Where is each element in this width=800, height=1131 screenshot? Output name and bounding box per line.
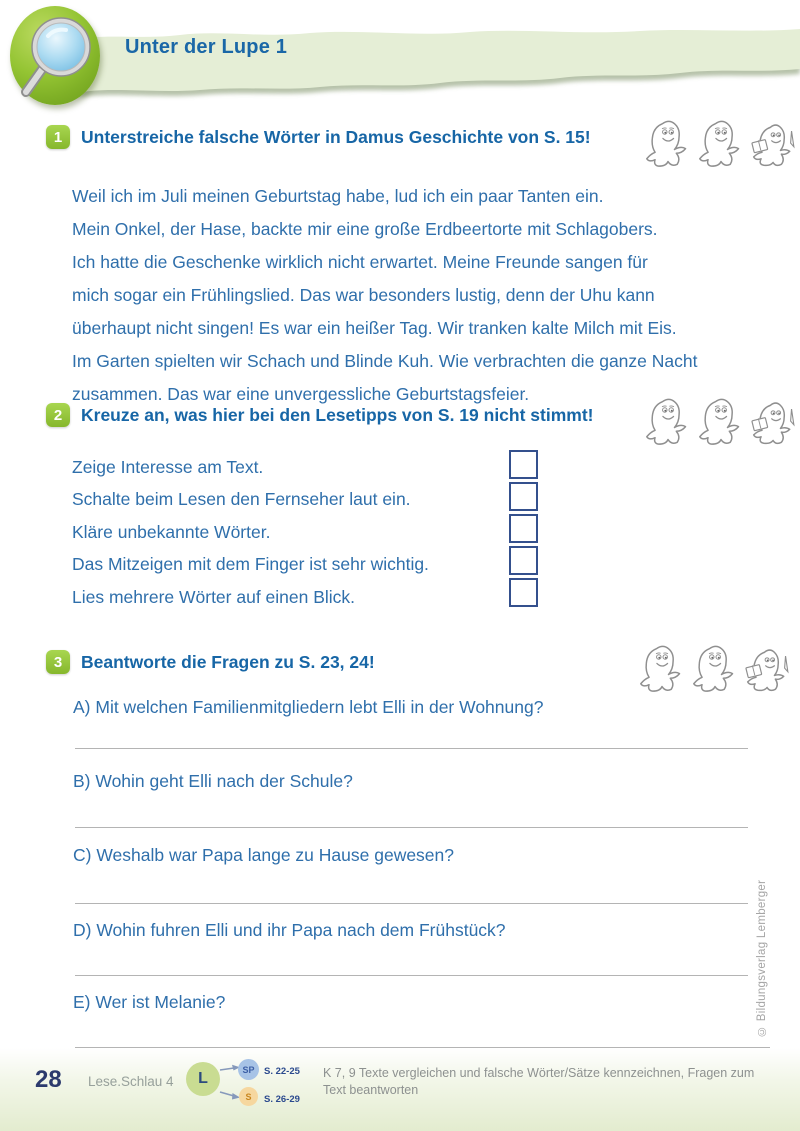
question-c-label: C) Weshalb war Papa lange zu Hause gewesen? (73, 845, 455, 865)
question-e-label: E) Wer ist Melanie? (73, 992, 226, 1012)
magnifier-icon (10, 6, 100, 105)
ghost-icon (644, 118, 692, 170)
question-a-label: A) Mit welchen Familienmitgliedern lebt Elli in der Wohnung? (73, 697, 544, 717)
ghost-writer-icon (750, 118, 798, 170)
story-line: überhaupt nicht singen! Es war ein heißer Tag. Wir tranken kalte Milch mit Eis. (72, 318, 677, 338)
task-3-label: Beantworte die Fragen zu S. 23, 24! (81, 651, 375, 672)
checkbox[interactable] (509, 578, 538, 607)
checkbox[interactable] (509, 546, 538, 575)
ghost-writer-icon (750, 396, 798, 448)
story-line: Mein Onkel, der Hase, backte mir eine große Erdbeertorte mit Schlagobers. (72, 219, 658, 239)
lesetipp-item: Zeige Interesse am Text. (72, 456, 264, 477)
task-3-heading (46, 650, 375, 674)
lesetipps-list (72, 451, 502, 614)
copyright-vertical-text: © Bildungsverlag Lemberger (756, 879, 768, 1037)
task-2-badge: 2 (46, 403, 70, 427)
story-line: Weil ich im Juli meinen Geburtstag habe, lud ich ein paar Tanten ein. (72, 186, 604, 206)
answer-line-c[interactable] (75, 903, 748, 904)
lesetipp-item: Lies mehrere Wörter auf einen Blick. (72, 586, 356, 607)
checkbox[interactable] (509, 450, 538, 479)
page-number: 28 (35, 1066, 62, 1093)
ghost-writer-icon (744, 643, 792, 695)
ghost-icon (691, 643, 739, 695)
checkbox[interactable] (509, 482, 538, 511)
lesetipp-item: Kläre unbekannte Wörter. (72, 521, 271, 542)
ghost-icon (644, 396, 692, 448)
logo-oval (10, 6, 100, 105)
header-banner (0, 0, 800, 115)
footer-node-sp: SP (238, 1059, 259, 1080)
task-2-label: Kreuze an, was hier bei den Lesetipps von S. 19 nicht stimmt! (81, 404, 594, 425)
footer-node-l: L (186, 1062, 220, 1096)
story-line: Ich hatte die Geschenke wirklich nicht erwartet. Meine Freunde sangen für (72, 252, 648, 272)
question-b-label: B) Wohin geht Elli nach der Schule? (73, 771, 353, 791)
story-line: Im Garten spielten wir Schach und Blinde Kuh. Wie verbrachten die ganze Nacht (72, 351, 698, 371)
task-3-ghosts (638, 643, 792, 695)
footer-node-s: S (239, 1087, 258, 1106)
competency-text: K 7, 9 Texte vergleichen und falsche Wörter/Sätze kennzeichnen, Fragen zum Text beantworten (323, 1066, 755, 1097)
task-2-ghosts (644, 396, 798, 448)
series-name: Lese.Schlau 4 (88, 1074, 174, 1089)
task-2-heading (46, 403, 594, 427)
answer-line-a[interactable] (75, 748, 748, 749)
checkbox-column (509, 450, 538, 610)
ghost-icon (697, 118, 745, 170)
task-1-badge: 1 (46, 125, 70, 149)
ghost-icon (697, 396, 745, 448)
footer-pages-s: S. 26-29 (264, 1094, 300, 1105)
story-line: mich sogar ein Frühlingslied. Das war besonders lustig, denn der Uhu kann (72, 285, 655, 305)
task-1-label: Unterstreiche falsche Wörter in Damus Geschichte von S. 15! (81, 126, 591, 147)
lesetipp-item: Das Mitzeigen mit dem Finger ist sehr wichtig. (72, 554, 429, 575)
story-line: zusammen. Das war eine unvergessliche Geburtstagsfeier. (72, 384, 530, 404)
page-title: Unter der Lupe 1 (125, 36, 288, 58)
task-1-heading (46, 125, 591, 149)
question-d-label: D) Wohin fuhren Elli und ihr Papa nach dem Frühstück? (73, 920, 506, 940)
story-text (72, 180, 772, 411)
ghost-icon (638, 643, 686, 695)
footer-pages-sp: S. 22-25 (264, 1066, 300, 1077)
lesetipp-item: Schalte beim Lesen den Fernseher laut ein. (72, 489, 411, 510)
answer-line-b[interactable] (75, 827, 748, 828)
task-3-badge: 3 (46, 650, 70, 674)
answer-line-d[interactable] (75, 975, 748, 976)
checkbox[interactable] (509, 514, 538, 543)
task-1-ghosts (644, 118, 798, 170)
